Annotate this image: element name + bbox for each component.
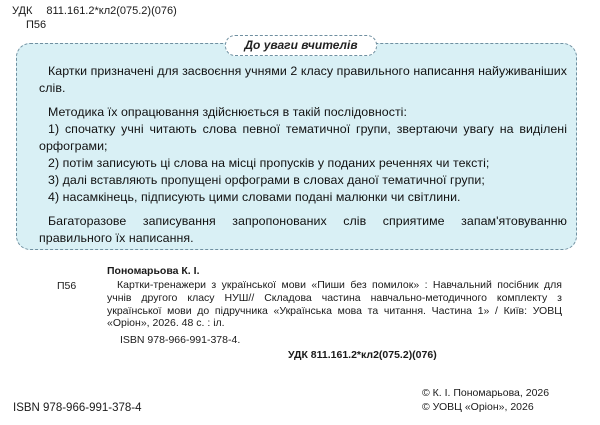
copyright-author: © К. І. Пономарьова, 2026 [422,387,550,399]
copyright-publisher: © УОВЦ «Оріон», 2026 [422,401,534,413]
bibliography-code: П56 [57,280,77,292]
bibliography-annotation: Картки-тренажери з української мови «Пиши без помилок» : Навчальний посібник для учнів другого класу НУШ// Складова частина навчально-методичного комплекту з української мови до підручника «Українська мова та читання. Частина 1» / Київ: УОВЦ «Оріон», 2026. 48 с. : іл. [107,279,562,330]
notice-paragraph: Багаторазове записування запропонованих слів сприятиме запам'ятовуванню правильного їх написання. [39,214,567,245]
bibliography-author: Пономарьова К. І. [107,265,200,277]
notice-step-3: 3) далі вставляють пропущені орфограми в словах даної тематичної групи; [48,173,485,187]
udk-code: 811.161.2*кл2(075.2)(076) [46,5,177,17]
notice-body [39,63,567,247]
notice-paragraph: Методика їх опрацювання здійснюється в такій послідовності: [48,105,407,119]
notice-step-1: 1) спочатку учні читають слова певної тематичної групи, звертаючи увагу на виділені орфограми; [39,122,567,153]
footer-isbn: ISBN 978-966-991-378-4 [13,402,142,414]
notice-step-2: 2) потім записують ці слова на місці пропусків у поданих реченнях чи тексті; [48,156,490,170]
teacher-notice-box [16,38,577,250]
notice-step-4: 4) насамкінець, підписують цими словами подані малюнки чи світлини. [48,190,461,204]
notice-title: До уваги вчителів [225,35,377,56]
udk-header [12,5,177,17]
bibliography-isbn: ISBN 978-966-991-378-4. [120,334,241,346]
notice-paragraph: Картки призначені для засвоєння учнями 2 класу правильного написання найуживаніших слів. [39,64,567,95]
bibliography-udk: УДК 811.161.2*кл2(075.2)(076) [288,349,437,361]
udk-label: УДК [12,5,33,17]
library-code: П56 [26,19,47,31]
